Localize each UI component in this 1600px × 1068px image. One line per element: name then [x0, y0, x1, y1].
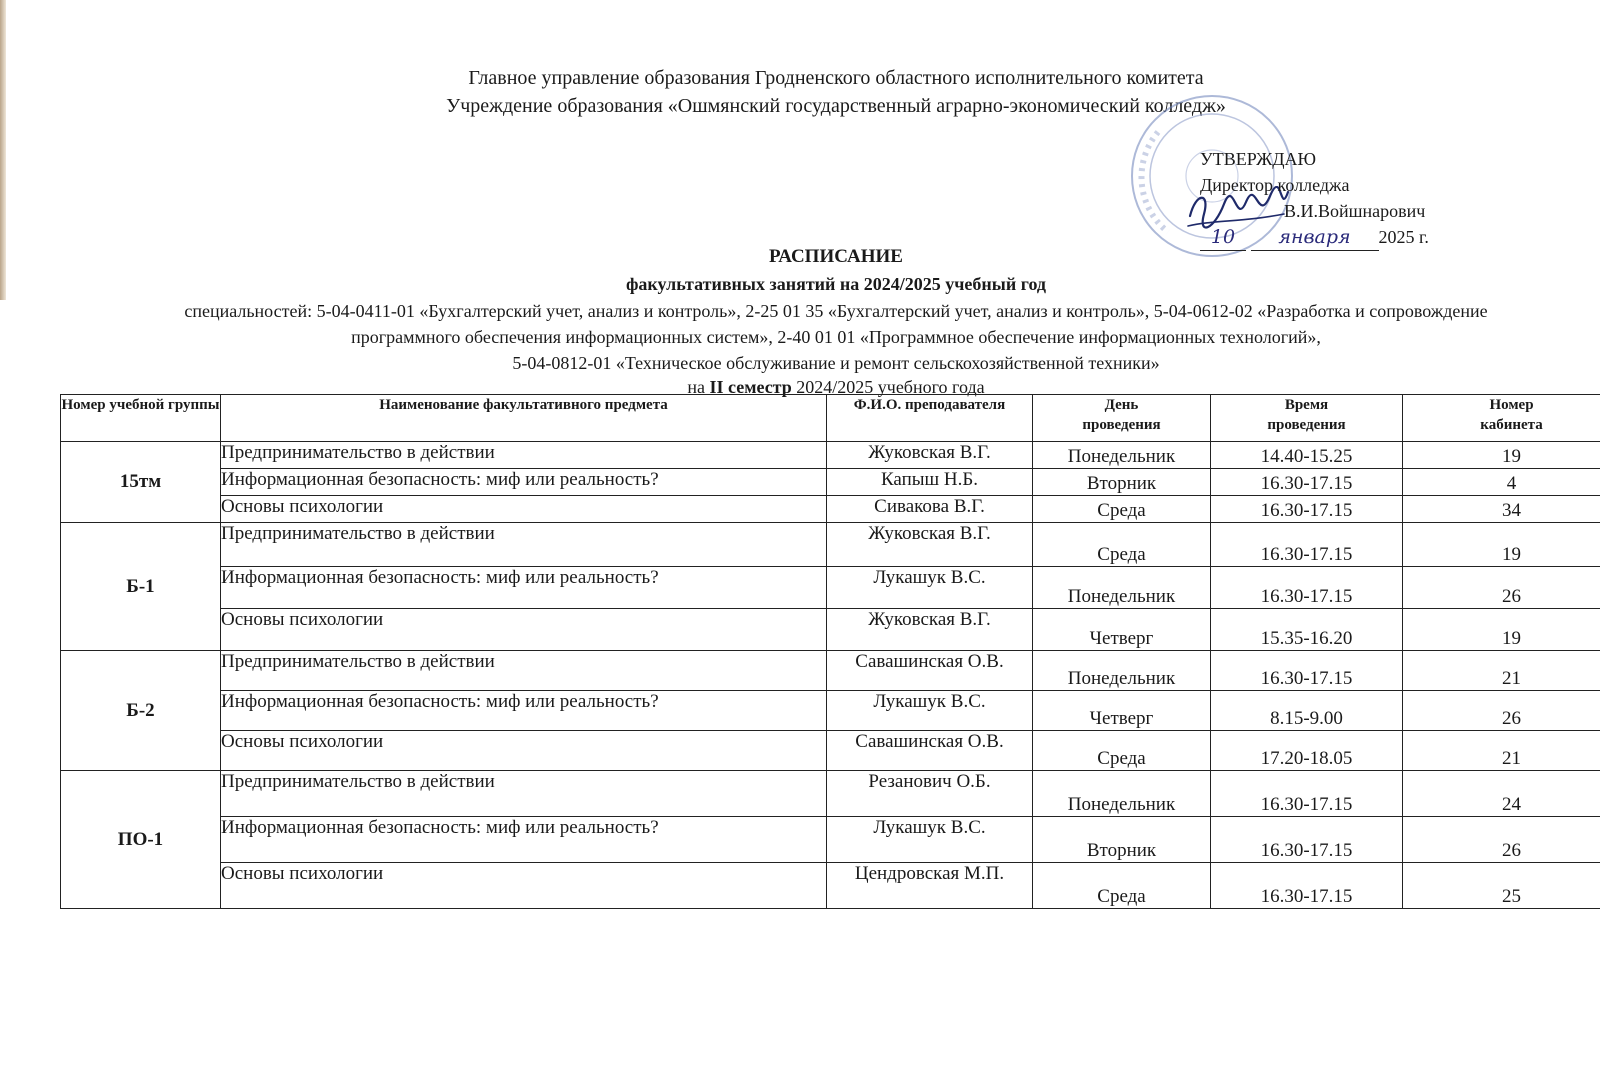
table-row: [61, 863, 1600, 909]
teacher-cell: Капыш Н.Б.: [827, 469, 1033, 496]
day-cell: Понедельник: [1033, 651, 1211, 691]
header-subject: Наименование факультативного предмета: [221, 395, 827, 442]
document-title: РАСПИСАНИЕ: [769, 246, 903, 267]
day-cell: Среда: [1033, 863, 1211, 909]
table-row: [61, 567, 1600, 609]
teacher-cell: Жуковская В.Г.: [827, 442, 1033, 469]
schedule-table: [60, 394, 1600, 909]
subject-cell: Информационная безопасность: миф или реальность?: [221, 469, 827, 496]
semester-bold: II семестр: [709, 377, 792, 397]
subject-cell: Основы психологии: [221, 496, 827, 523]
day-cell: Четверг: [1033, 691, 1211, 731]
subject-cell: Предпринимательство в действии: [221, 651, 827, 691]
room-cell: 24: [1403, 771, 1600, 817]
table-row: [61, 691, 1600, 731]
semester-prefix: на: [687, 377, 706, 397]
subject-cell: Информационная безопасность: миф или реальность?: [221, 567, 827, 609]
time-cell: 16.30-17.15: [1211, 523, 1403, 567]
table-row: [61, 731, 1600, 771]
day-cell: Понедельник: [1033, 567, 1211, 609]
teacher-cell: Резанович О.Б.: [827, 771, 1033, 817]
room-cell: 19: [1403, 442, 1600, 469]
approve-label: УТВЕРЖДАЮ: [1200, 149, 1317, 169]
table-row: [61, 771, 1600, 817]
header-time: Время проведения: [1211, 395, 1403, 442]
day-cell: Вторник: [1033, 817, 1211, 863]
table-header-row: [61, 395, 1600, 442]
time-cell: 17.20-18.05: [1211, 731, 1403, 771]
time-cell: 16.30-17.15: [1211, 863, 1403, 909]
teacher-cell: Лукашук В.С.: [827, 691, 1033, 731]
time-cell: 16.30-17.15: [1211, 496, 1403, 523]
day-cell: Среда: [1033, 523, 1211, 567]
room-cell: 26: [1403, 567, 1600, 609]
teacher-cell: Цендровская М.П.: [827, 863, 1033, 909]
teacher-cell: Савашинская О.В.: [827, 731, 1033, 771]
approval-block: [1200, 146, 1500, 251]
teacher-cell: Жуковская В.Г.: [827, 523, 1033, 567]
table-row: [61, 469, 1600, 496]
subject-cell: Информационная безопасность: миф или реальность?: [221, 817, 827, 863]
teacher-cell: Савашинская О.В.: [827, 651, 1033, 691]
teacher-cell: Лукашук В.С.: [827, 817, 1033, 863]
table-row: [61, 523, 1600, 567]
room-cell: 19: [1403, 523, 1600, 567]
subject-cell: Основы психологии: [221, 609, 827, 651]
day-cell: Среда: [1033, 496, 1211, 523]
document-subtitle: факультативных занятий на 2024/2025 учебный год: [625, 274, 1047, 294]
subject-cell: Основы психологии: [221, 863, 827, 909]
room-cell: 34: [1403, 496, 1600, 523]
room-cell: 4: [1403, 469, 1600, 496]
table-row: [61, 817, 1600, 863]
group-cell: Б-1: [61, 523, 221, 651]
room-cell: 21: [1403, 651, 1600, 691]
date-day: 10: [1210, 226, 1236, 248]
time-cell: 14.40-15.25: [1211, 442, 1403, 469]
subject-cell: Предпринимательство в действии: [221, 442, 827, 469]
room-cell: 26: [1403, 691, 1600, 731]
header-teacher: Ф.И.О. преподавателя: [827, 395, 1033, 442]
day-cell: Среда: [1033, 731, 1211, 771]
header-day: День проведения: [1033, 395, 1211, 442]
group-cell: ПО-1: [61, 771, 221, 909]
college-header: Учреждение образования «Ошмянский государственный аграрно-экономический колледж»: [446, 95, 1226, 117]
time-cell: 16.30-17.15: [1211, 817, 1403, 863]
time-cell: 16.30-17.15: [1211, 771, 1403, 817]
specialties-text: [120, 298, 1552, 376]
time-cell: 16.30-17.15: [1211, 567, 1403, 609]
subject-cell: Основы психологии: [221, 731, 827, 771]
specialties-line-1: специальностей: 5-04-0411-01 «Бухгалтерский учет, анализ и контроль», 2-25 01 35 «Бухгалтерский учет, анализ и контроль», 5-04-0612-02 «Разработка и сопровождение: [184, 301, 1488, 321]
subject-cell: Предпринимательство в действии: [221, 523, 827, 567]
day-cell: Понедельник: [1033, 442, 1211, 469]
time-cell: 16.30-17.15: [1211, 469, 1403, 496]
specialties-line-2: программного обеспечения информационных систем», 2-40 01 01 «Программное обеспечение информационных технологий»,: [351, 327, 1321, 347]
teacher-cell: Сивакова В.Г.: [827, 496, 1033, 523]
teacher-cell: Жуковская В.Г.: [827, 609, 1033, 651]
date-year: 2025 г.: [1378, 227, 1429, 247]
room-cell: 25: [1403, 863, 1600, 909]
ministry-header: Главное управление образования Гродненского областного исполнительного комитета: [468, 67, 1204, 89]
time-cell: 16.30-17.15: [1211, 651, 1403, 691]
date-month: января: [1278, 226, 1351, 248]
group-cell: Б-2: [61, 651, 221, 771]
day-cell: Понедельник: [1033, 771, 1211, 817]
room-cell: 21: [1403, 731, 1600, 771]
subject-cell: Предпринимательство в действии: [221, 771, 827, 817]
director-name: В.И.Войшнарович: [1284, 201, 1426, 221]
room-cell: 26: [1403, 817, 1600, 863]
time-cell: 15.35-16.20: [1211, 609, 1403, 651]
group-cell: 15тм: [61, 442, 221, 523]
table-row: [61, 609, 1600, 651]
director-position: Директор колледжа: [1200, 175, 1350, 195]
table-row: [61, 651, 1600, 691]
teacher-cell: Лукашук В.С.: [827, 567, 1033, 609]
semester-suffix: 2024/2025 учебного года: [796, 377, 985, 397]
table-row: [61, 442, 1600, 469]
specialties-line-3: 5-04-0812-01 «Техническое обслуживание и ремонт сельскохозяйственной техники»: [512, 353, 1160, 373]
header-group: Номер учебной группы: [61, 395, 221, 442]
time-cell: 8.15-9.00: [1211, 691, 1403, 731]
day-cell: Четверг: [1033, 609, 1211, 651]
room-cell: 19: [1403, 609, 1600, 651]
header-room: Номер кабинета: [1403, 395, 1600, 442]
subject-cell: Информационная безопасность: миф или реальность?: [221, 691, 827, 731]
day-cell: Вторник: [1033, 469, 1211, 496]
table-row: [61, 496, 1600, 523]
